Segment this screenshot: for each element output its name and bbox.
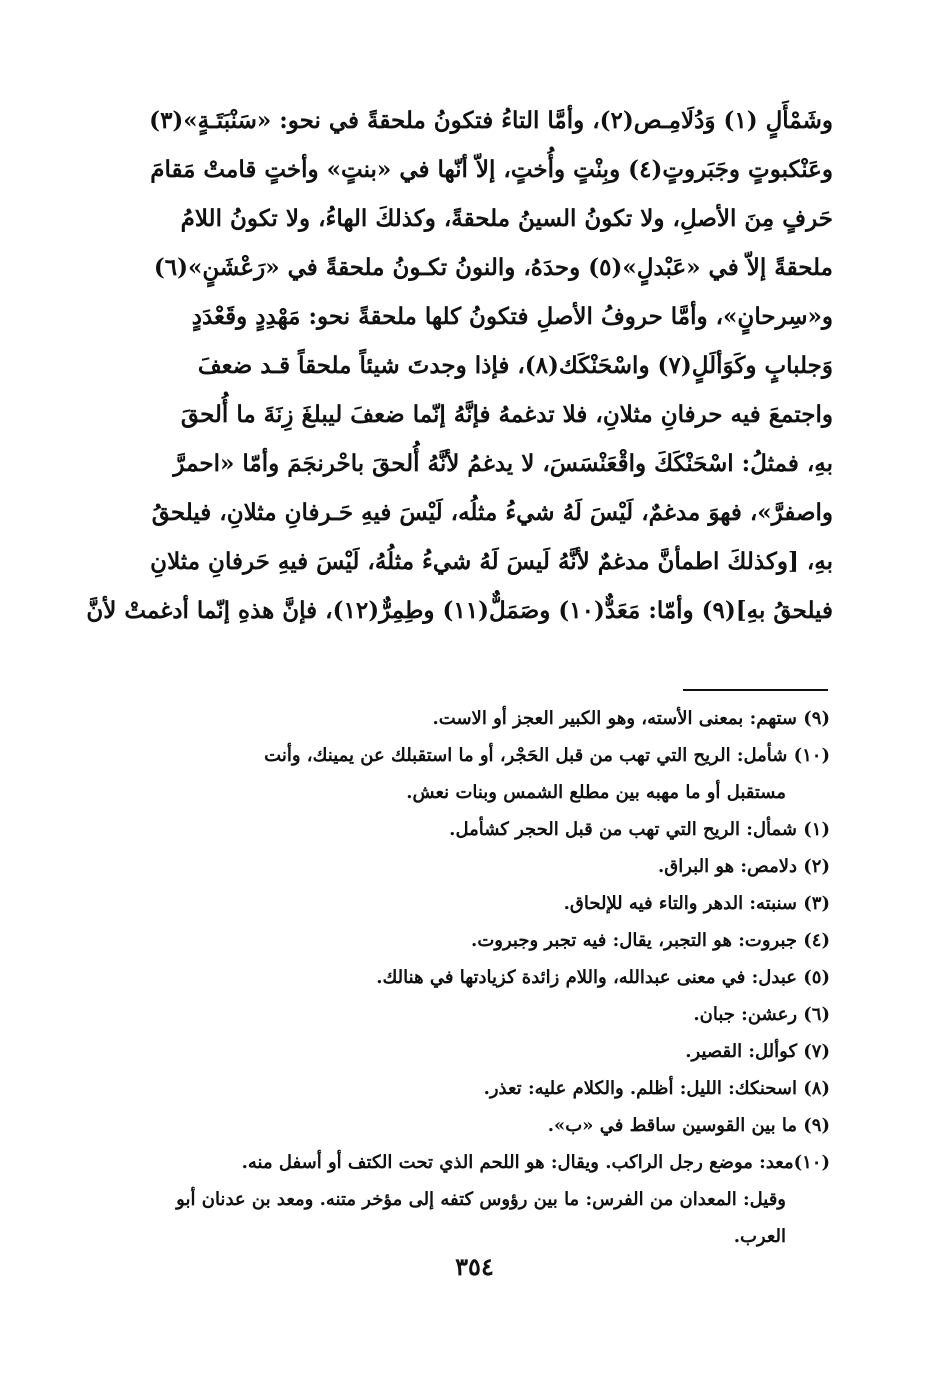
footnote-line: (٤) جبروت: هو التجبر، يقال: فيه تجبر وجبروت. <box>471 930 830 951</box>
footnote-line: (٨) اسحنكك: الليل: أظلم. والكلام عليه: تعذر. <box>483 1078 830 1099</box>
main-text-line: بهِ، [وكذلكَ اطمأنَّ مدغمٌ لأنَّهُ لَيسَ لَهُ شيءُ مثلُهُ، لَيْسَ فيهِ حَرفانِ مثلانِ <box>150 548 833 575</box>
footnote-line: (١) شمأل: الريح التي تهب من قبل الحجر كشأمل. <box>449 819 830 840</box>
footnote-line: وقيل: المعدان من الفرس: ما بين رؤوس كتفه إلى مؤخر متنه. ومعد بن عدنان أبو <box>176 1189 786 1210</box>
main-text-line: و«سِرحانٍ»، وأمَّا حروفُ الأصلِ فتكونُ كلها ملحقةً نحو: مَهْدِدٍ وقَعْدَدٍ <box>191 303 833 330</box>
main-text-line: واصفرَّ»، فهوَ مدغمٌ، لَيْسَ لَهُ شيءُ مثلُه، لَيْسَ فيهِ حَـرفانِ مثلانِ، فيلحقُ <box>151 499 833 526</box>
footnote-line: (١٠)معد: موضع رجل الراكب. ويقال: هو اللحم الذي تحت الكتف أو أسفل منه. <box>241 1152 830 1173</box>
main-text-line: وعَنْكبوتٍ وجَبَروتٍ(٤) وبِنْتٍ وأُختٍ، إلاّ أنّها في «بنتٍ» وأختٍ قامتْ مَقامَ <box>150 156 833 183</box>
footnote-line: (٥) عبدل: في معنى عبدالله، واللام زائدة كزيادتها في هنالك. <box>376 967 830 988</box>
footnote-line: (٩) ستهم: بمعنى الأسته، وهو الكبير العجز أو الاست. <box>432 708 830 729</box>
footnote-line: (٩) ما بين القوسين ساقط في «ب». <box>547 1115 830 1136</box>
footnote-line: (٦) رعشن: جبان. <box>693 1004 830 1025</box>
main-text-line: بهِ، فمثلُ: اسْحَنْكَكَ واقْعَنْسَسَ، لا يدغمُ لأنَّهُ أُلحقَ باحْرنجَمَ وأمّا «احمرَّ <box>173 450 833 477</box>
footnote-divider <box>683 689 828 691</box>
main-text-line: حَرفٍ مِنَ الأصلِ، ولا تكونُ السينُ ملحقةً، وكذلكَ الهاءُ، ولا تكونُ اللامُ <box>180 205 833 232</box>
page-number: ٣٥٤ <box>455 1252 494 1281</box>
footnote-line: (٧) كوألل: القصير. <box>685 1041 830 1062</box>
footnote-line: مستقبل أو ما مهبه بين مطلع الشمس وبنات نعش. <box>406 782 786 803</box>
main-text-line: وشَمْأَلٍ (١) وَدُلَامِـص(٢)، وأمَّا التاءُ فتكونُ ملحقةً في نحو: «سَنْبَتَـةٍ»(٣) <box>149 107 833 134</box>
main-text-line: واجتمعَ فيه حرفانِ مثلانِ، فلا تدغمهُ فإنَّهُ إنّما ضعفَ ليبلغَ زِنَةَ ما أُلحقَ <box>180 401 833 428</box>
footnote-line: (٢) دلامص: هو البراق. <box>657 856 830 877</box>
main-text <box>86 96 833 635</box>
main-text-line: وَجلبابٍ وكَوَألَلٍ(٧) واسْحَنْكَك(٨)، فإذا وجدتَ شيئاً ملحقاً قـد ضعفَ <box>197 352 833 379</box>
main-text-line: فيلحقُ بهِ](٩) وأمّا: مَعَدٌّ(١٠) وصَمَلٌّ(١١) وطِمِرٌّ(١٢)، فإنَّ هذهِ إنّما أدغمتْ لأنَّ <box>86 597 833 624</box>
footnotes <box>135 700 830 1255</box>
footnote-line: العرب. <box>733 1226 786 1247</box>
footnote-line: (٣) سنبته: الدهر والتاء فيه للإلحاق. <box>563 893 830 914</box>
footnote-line: (١٠) شأمل: الريح التي تهب من قبل الحَجْر، أو ما استقبلك عن يمينك، وأنت <box>264 745 830 766</box>
main-text-line: ملحقةً إلاّ في «عَبْدلٍ»(٥) وحدَهُ، والنونُ تكـونُ ملحقةً في «رَعْشَنٍ»(٦) <box>153 254 833 281</box>
